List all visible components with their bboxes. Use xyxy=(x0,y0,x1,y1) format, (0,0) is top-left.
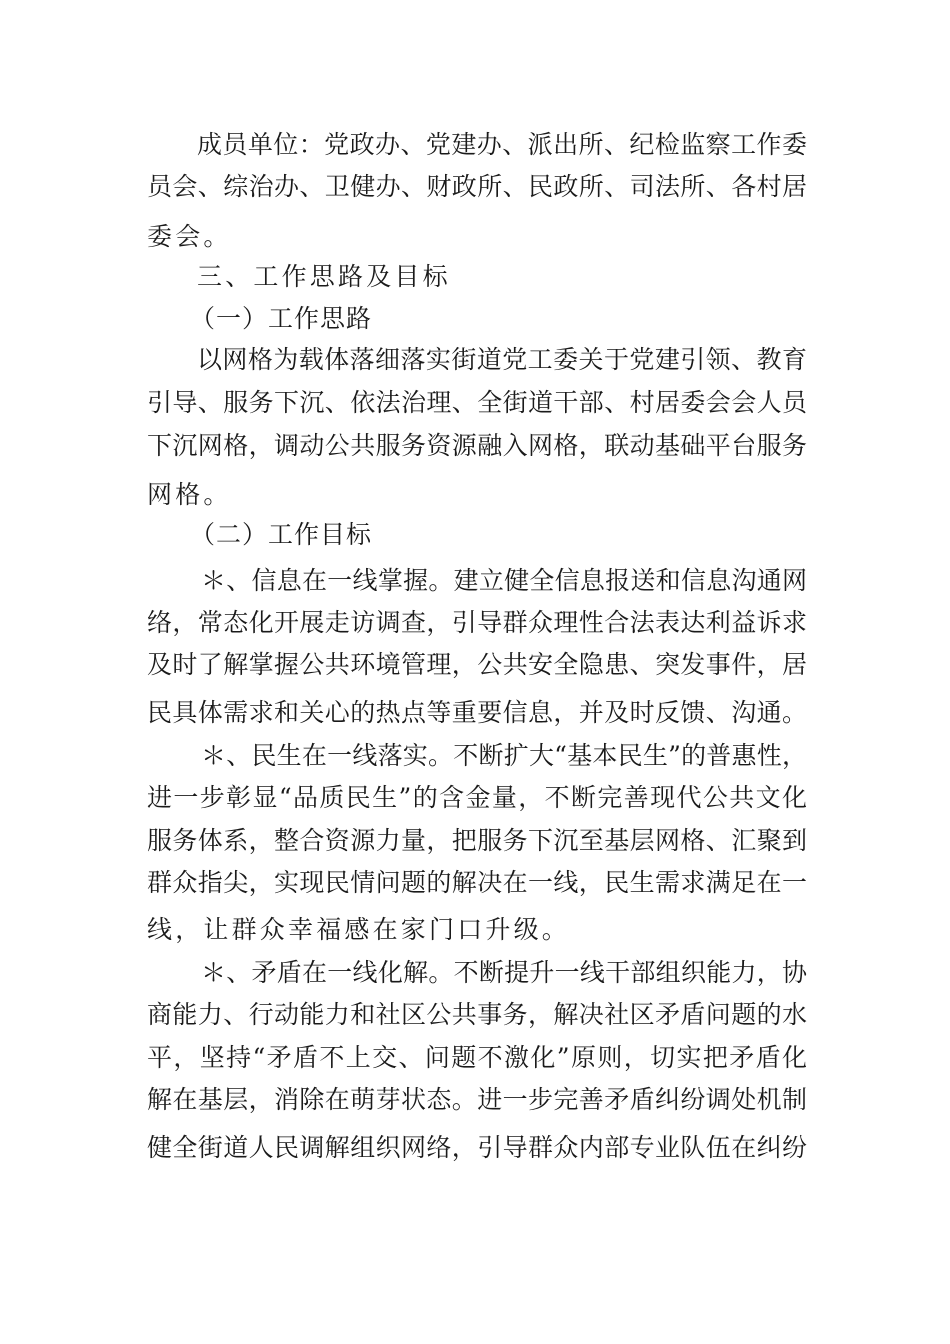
paragraph-line: 解在基层，消除在萌芽状态。进一步完善矛盾纠纷调处机制 xyxy=(147,1085,807,1114)
paragraph-line: 及时了解掌握公共环境管理，公共安全隐患、突发事件，居 xyxy=(147,650,807,679)
paragraph-line: 民具体需求和关心的热点等重要信息，并及时反馈、沟通。 xyxy=(147,698,807,727)
paragraph-line: 线，让群众幸福感在家门口升级。 xyxy=(147,915,571,944)
paragraph-line: 商能力、行动能力和社区公共事务，解决社区矛盾问题的水 xyxy=(147,1000,807,1029)
paragraph-line: 络，常态化开展走访调查，引导群众理性合法表达利益诉求 xyxy=(147,608,807,637)
paragraph-line: 成员单位：党政办、党建办、派出所、纪检监察工作委 xyxy=(197,130,807,159)
subsection-heading: （一）工作思路 xyxy=(190,304,373,333)
paragraph-line: ＊、矛盾在一线化解。不断提升一线干部组织能力，协 xyxy=(201,958,807,987)
paragraph-line: 群众指尖，实现民情问题的解决在一线，民生需求满足在一 xyxy=(147,868,807,897)
paragraph-line: 服务体系，整合资源力量，把服务下沉至基层网格、汇聚到 xyxy=(147,826,807,855)
paragraph-line: ＊、民生在一线落实。不断扩大“基本民生”的普惠性， xyxy=(201,741,807,770)
section-heading: 三、工作思路及目标 xyxy=(197,262,451,291)
paragraph-line: ＊、信息在一线掌握。建立健全信息报送和信息沟通网 xyxy=(201,566,807,595)
subsection-heading: （二）工作目标 xyxy=(190,520,373,549)
paragraph-line: 下沉网格，调动公共服务资源融入网格，联动基础平台服务 xyxy=(147,431,807,460)
paragraph-line: 委会。 xyxy=(147,222,232,251)
paragraph-line: 网格。 xyxy=(147,480,232,509)
paragraph-line: 员会、综治办、卫健办、财政所、民政所、司法所、各村居 xyxy=(147,172,807,201)
paragraph-line: 以网格为载体落细落实街道党工委关于党建引领、教育 xyxy=(197,345,807,374)
paragraph-line: 健全街道人民调解组织网络，引导群众内部专业队伍在纠纷 xyxy=(147,1133,807,1162)
paragraph-line: 进一步彰显“品质民生”的含金量，不断完善现代公共文化 xyxy=(147,783,807,812)
paragraph-line: 平，坚持“矛盾不上交、问题不激化”原则，切实把矛盾化 xyxy=(147,1043,807,1072)
paragraph-line: 引导、服务下沉、依法治理、全街道干部、村居委会会人员 xyxy=(147,388,807,417)
